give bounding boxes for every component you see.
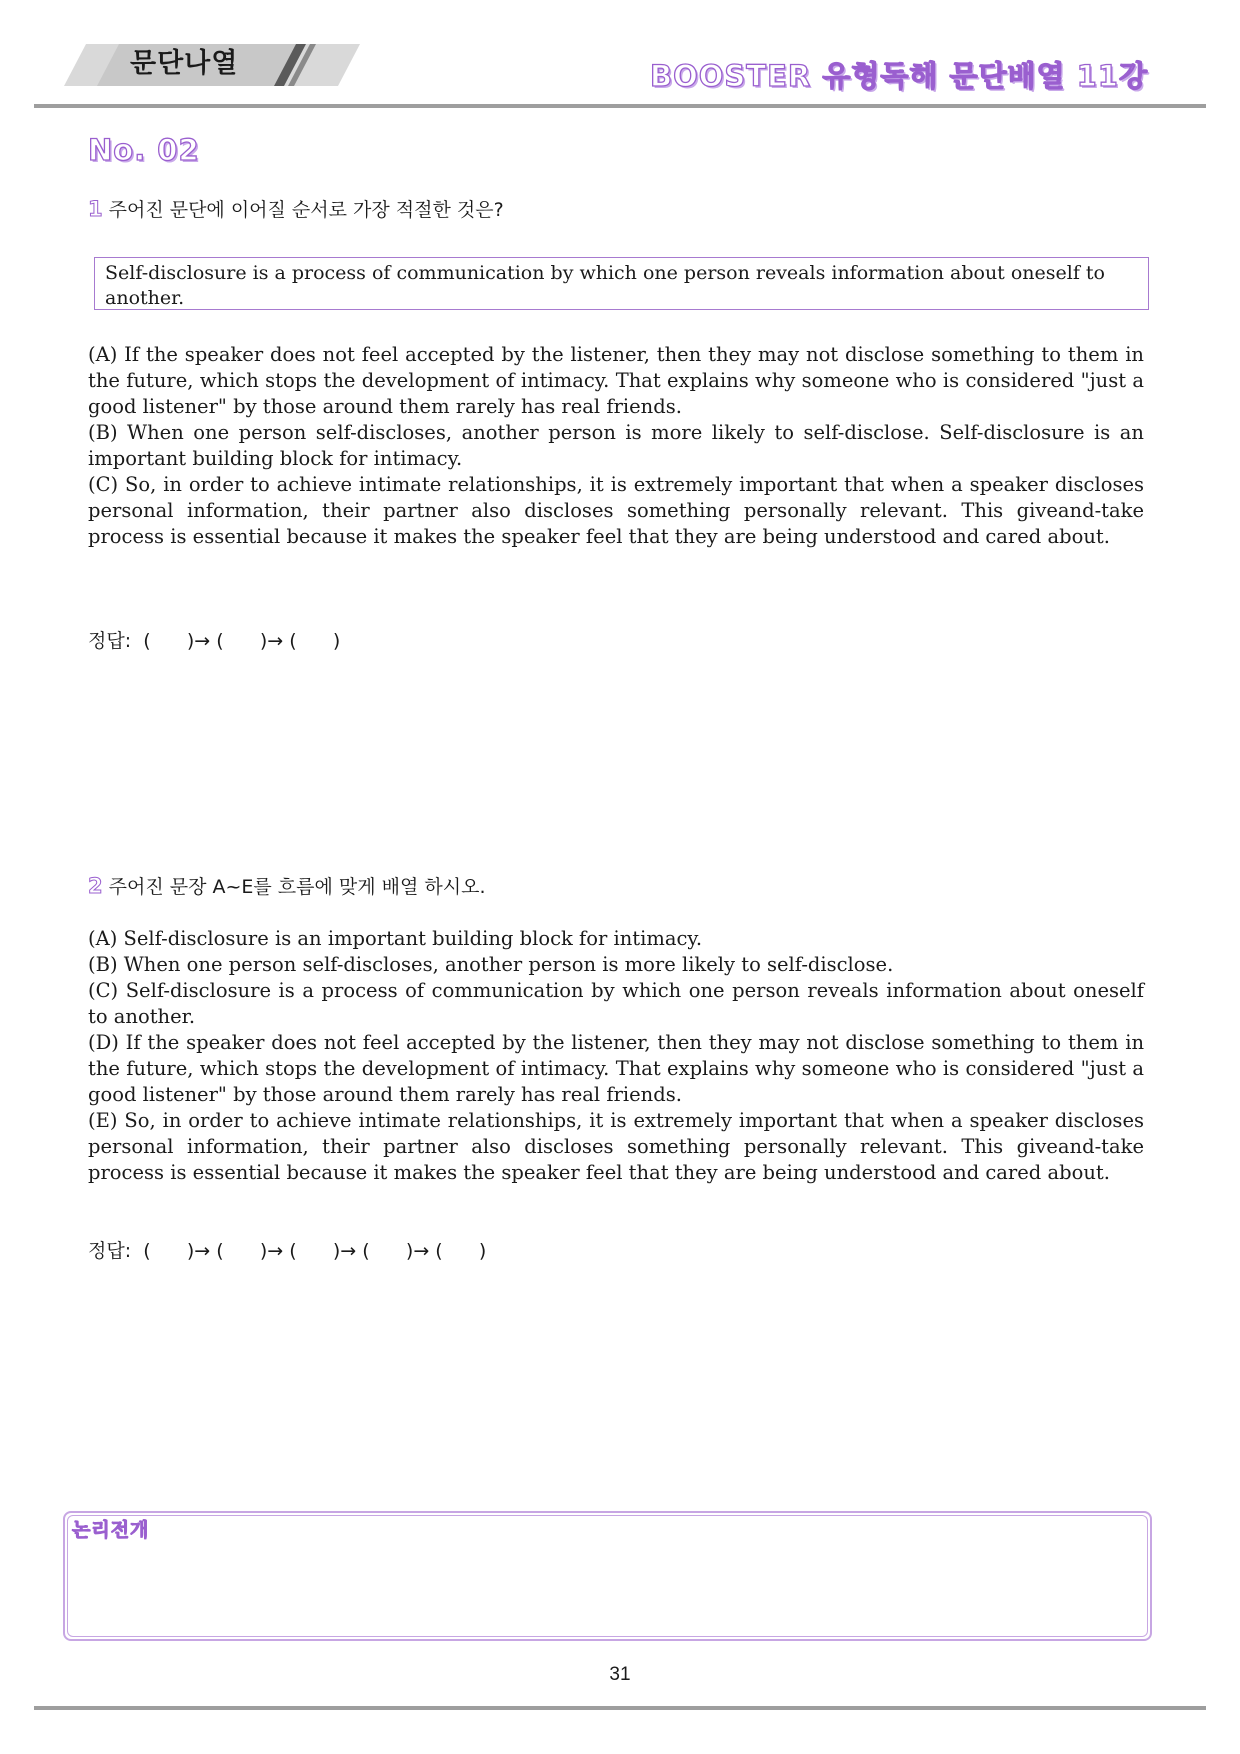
logic-flow-label: 논리전개 bbox=[72, 1519, 150, 1541]
page-number: 31 bbox=[609, 1664, 631, 1685]
passage-c: (C) So, in order to achieve intimate relationships, it is extremely important that when a speaker discloses personal information, their partner also discloses something personally relevant. This giveand-take process is essential because it makes the speaker feel that they are being understood and cared about. bbox=[88, 473, 1144, 548]
sentence-b: (B) When one person self-discloses, another person is more likely to self-disclose. bbox=[88, 953, 894, 976]
question-1-prompt-row bbox=[88, 196, 504, 223]
question-2-number: 2 bbox=[88, 874, 103, 898]
question-2-sentences bbox=[88, 926, 1144, 1186]
question-2-prompt-row bbox=[88, 873, 486, 900]
footer-divider bbox=[34, 1706, 1206, 1710]
question-1-answer-line: 정답: ( )→ ( )→ ( ) bbox=[88, 630, 341, 652]
sentence-d: (D) If the speaker does not feel accepted by the listener, then they may not disclose something to them in the future, which stops the development of intimacy. That explains why someone who is considered "just a good listener" by those around them rarely has real friends. bbox=[88, 1031, 1144, 1106]
series-title: BOOSTER 유형독해 문단배열 11강 bbox=[650, 59, 1148, 93]
sentence-c: (C) Self-disclosure is a process of communication by which one person reveals information about oneself to another. bbox=[88, 979, 1144, 1028]
sentence-e: (E) So, in order to achieve intimate relationships, it is extremely important that when a speaker discloses personal information, their partner also discloses something personally relevant. This giveand-take process is essential because it makes the speaker feel that they are being understood and cared about. bbox=[88, 1109, 1144, 1184]
question-1-passages bbox=[88, 342, 1144, 550]
passage-a: (A) If the speaker does not feel accepted by the listener, then they may not disclose something to them in the future, which stops the development of intimacy. That explains why someone who is considered "just a good listener" by those around them rarely has real friends. bbox=[88, 343, 1144, 418]
logic-flow-box-inner bbox=[67, 1515, 1148, 1637]
given-paragraph-text: Self-disclosure is a process of communication by which one person reveals information about oneself to another. bbox=[105, 262, 1105, 309]
section-tab-label: 문단나열 bbox=[130, 48, 239, 79]
question-2-prompt: 주어진 문장 A~E를 흐름에 맞게 배열 하시오. bbox=[108, 876, 486, 898]
question-1-number: 1 bbox=[88, 197, 103, 221]
question-2-answer-line: 정답: ( )→ ( )→ ( )→ ( )→ ( ) bbox=[88, 1240, 487, 1262]
question-1-prompt: 주어진 문단에 이어질 순서로 가장 적절한 것은? bbox=[108, 199, 504, 221]
sentence-a: (A) Self-disclosure is an important building block for intimacy. bbox=[88, 927, 703, 950]
passage-b: (B) When one person self-discloses, another person is more likely to self-disclose. Self-disclosure is an important building block for intimacy. bbox=[88, 421, 1144, 470]
header-divider bbox=[34, 104, 1206, 108]
problem-number: No. 02 bbox=[88, 133, 200, 167]
given-paragraph-box bbox=[94, 257, 1149, 310]
